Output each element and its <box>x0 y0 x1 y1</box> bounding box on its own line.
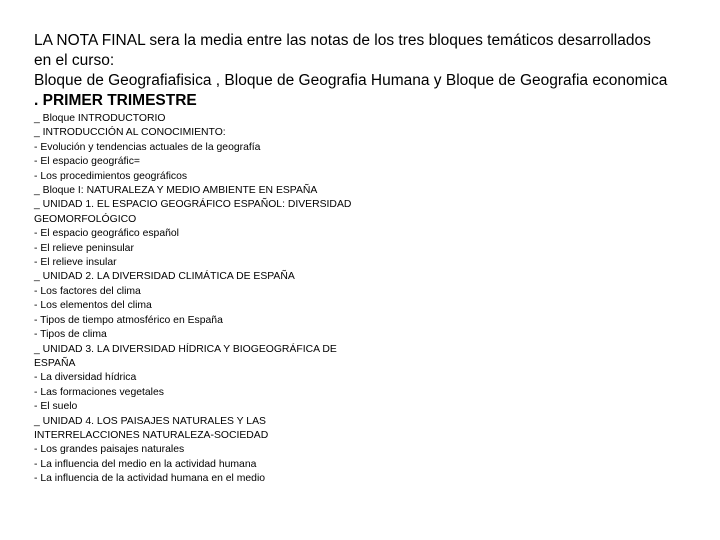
document-page <box>34 31 710 487</box>
outline-line: ESPAÑA <box>34 357 76 369</box>
outline-line: _ UNIDAD 4. LOS PAISAJES NATURALES Y LAS <box>34 415 266 427</box>
section-heading: . PRIMER TRIMESTRE <box>34 92 197 109</box>
outline-line: - Los procedimientos geográficos <box>34 170 188 182</box>
outline-line: - La influencia de la actividad humana en el medio <box>34 473 266 485</box>
intro-line: en el curso: <box>34 52 115 69</box>
intro-paragraph <box>34 31 710 91</box>
outline-line: INTERRELACCIONES NATURALEZA-SOCIEDAD <box>34 429 269 441</box>
outline-line: _ Bloque INTRODUCTORIO <box>34 113 166 124</box>
outline-line: - Los factores del clima <box>34 285 141 297</box>
outline-line: _ INTRODUCCIÓN AL CONOCIMIENTO: <box>34 127 226 139</box>
outline-line: - Los grandes paisajes naturales <box>34 444 185 456</box>
outline-line: - El suelo <box>34 401 78 413</box>
outline-line: - El relieve peninsular <box>34 242 134 254</box>
outline-line: - Tipos de tiempo atmosférico en España <box>34 314 223 326</box>
outline-line: - La diversidad hídrica <box>34 372 137 384</box>
outline-line: _ UNIDAD 2. LA DIVERSIDAD CLIMÁTICA DE ESPAÑA <box>34 271 295 283</box>
outline-line: _ UNIDAD 3. LA DIVERSIDAD HÍDRICA Y BIOGEOGRÁFICA DE <box>34 343 337 355</box>
outline-line: - Las formaciones vegetales <box>34 386 164 398</box>
outline-line: _ UNIDAD 1. EL ESPACIO GEOGRÁFICO ESPAÑOL: DIVERSIDAD <box>34 199 352 211</box>
outline-line: - El relieve insular <box>34 257 117 269</box>
outline-line: - La influencia del medio en la actividad humana <box>34 458 257 470</box>
outline-line: - Los elementos del clima <box>34 300 152 312</box>
outline-line: - Evolución y tendencias actuales de la geografía <box>34 141 261 153</box>
syllabus-outline <box>34 112 710 487</box>
outline-line: - El espacio geográfic= <box>34 156 140 168</box>
intro-line: LA NOTA FINAL sera la media entre las notas de los tres bloques temáticos desarrollados <box>34 32 651 49</box>
outline-line: - Tipos de clima <box>34 329 107 341</box>
outline-line: GEOMORFOLÓGICO <box>34 213 137 225</box>
outline-line: - El espacio geográfico español <box>34 228 179 240</box>
outline-line: _ Bloque I: NATURALEZA Y MEDIO AMBIENTE EN ESPAÑA <box>34 185 318 197</box>
intro-line: Bloque de Geografiafisica , Bloque de Geografia Humana y Bloque de Geografia economica <box>34 72 668 89</box>
